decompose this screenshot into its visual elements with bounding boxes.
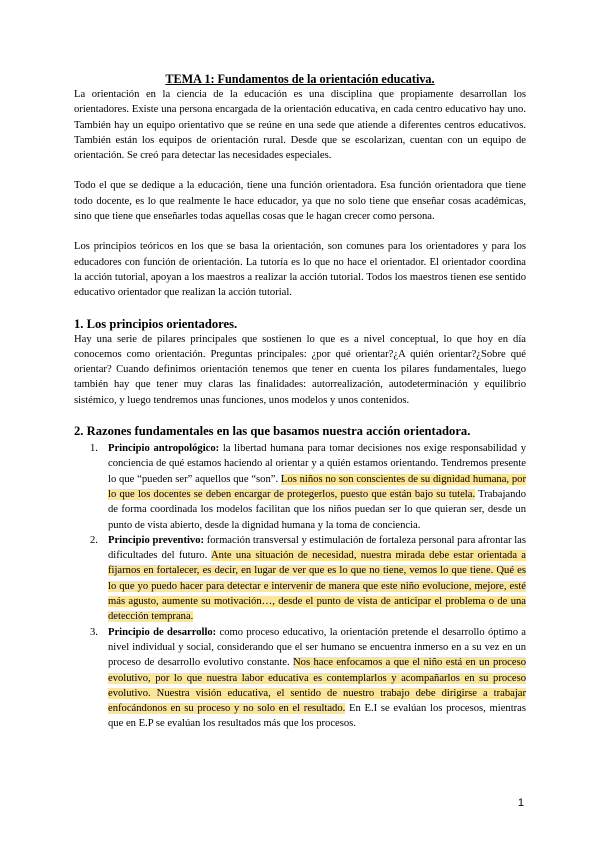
- principle-item-anthropological: [74, 441, 526, 533]
- principle-item-development: [74, 625, 526, 732]
- highlighted-text: Nos hace enfocamos a que el niño está en un proceso evolutivo, por lo que nuestra labor educativa es contemplarlos y acompañarlos en su proceso evolutivo. Nuestra visión educativa, el sentido de nuestro trabajo debe dirigirse a trabajar enfocándonos en su proceso y no solo en el resultado.: [108, 657, 526, 715]
- principles-list: [74, 441, 526, 732]
- principle-text: formación transversal y estimulación de fortaleza personal para afrontar las dificultades del futuro.: [108, 534, 526, 562]
- page-content: [74, 72, 526, 732]
- list-number: 3.: [90, 626, 98, 638]
- list-number: 1.: [90, 443, 98, 455]
- intro-paragraph-3: Los principios teóricos en los que se basa la orientación, son comunes para los orientadores y para los educadores con función de orientación. La tutoría es lo que no hace el orientador. El orientador coordina la acción tutorial, apoyan a los maestros a realizar la acción tutorial. Todos los maestros tienen ese sentido educativo orientador que realizan la acción tutorial.: [74, 241, 526, 299]
- section-2-heading: 2. Razones fundamentales en las que basamos nuestra acción orientadora.: [74, 424, 471, 439]
- page-number: 1: [517, 797, 524, 809]
- list-number: 2.: [90, 534, 98, 546]
- section-1-heading: 1. Los principios orientadores.: [74, 316, 238, 331]
- principle-label: Principio antropológico:: [108, 443, 220, 455]
- intro-paragraph-1: La orientación en la ciencia de la educación es una disciplina que propiamente desarrollan los orientadores. Existe una persona encargada de la orientación educativa, en cada centro educativo hay uno. También hay un equipo orientativo que se reúne en una sede que atiende a diferentes centros educativos. También están los equipos de orientación rural. Desde que se escolarizan, cuentan con un equipo de orientación. Se creó para detectar las necesidades especiales.: [74, 89, 526, 162]
- principle-text-continued: Trabajando de forma coordinada los modelos facilitan que los niños puedan ser lo que quieran ser, desde un punto de vista abierto, desde la dignidad humana y la toma de conciencia.: [108, 488, 526, 531]
- intro-paragraph-2: Todo el que se dedique a la educación, tiene una función orientadora. Esa función orientadora que tiene todo docente, es lo que realmente le hace educador, ya que no solo tiene que enseñar cosas académicas, sino que tiene que enseñarles todas aquellas cosas que le hagan crecer como persona.: [74, 180, 526, 223]
- section-1-text: Hay una serie de pilares principales que sostienen lo que es a nivel conceptual, lo que hoy en día conocemos como orientación. Preguntas principales: ¿por qué orientar?¿A quién orientar?¿Sobre qué orientar? Cuando definimos orientación tenemos que tener en cuenta los pilares fundamentales, luego también hay que tener muy claras las finalidades: autorrealización, autodeterminación y equilibrio sistémico, y luego tendremos unas funciones, unos modelos y unos contenidos.: [74, 333, 526, 406]
- highlighted-text: Los niños no son conscientes de su dignidad humana, por lo que los docentes se deben encargar de protegerlos, puesto que están bajo su tutela.: [108, 473, 526, 500]
- principle-text-continued: En E.I se evalúan los procesos, mientras que en E.P se evalúan los resultados más que los procesos.: [108, 703, 526, 730]
- highlighted-text: Ante una situación de necesidad, nuestra mirada debe estar orientada a fijarnos en fortalecer, es decir, en lugar de ver que es lo que no tiene, vemos lo que tiene. Qué es lo que yo puedo hacer para detectar e intervenir de manera que este niño evolucione, mejore, esté más agusto, aumente su motivación…, desde el punto de vista de anticipar el problema o de una detección temprana.: [108, 550, 526, 623]
- document-title: TEMA 1: Fundamentos de la orientación educativa.: [165, 72, 435, 86]
- principle-label: Principio de desarrollo:: [108, 626, 217, 638]
- principle-item-preventive: [74, 533, 526, 625]
- principle-label: Principio preventivo:: [108, 534, 205, 546]
- principle-text: la libertad humana para tomar decisiones nos exige responsabilidad y conciencia de qué estamos haciendo al orientar y a quién estamos orientando. Tendremos presente lo que “pueden ser” aquellos que “son”.: [108, 443, 526, 485]
- principle-text: como proceso educativo, la orientación pretende el desarrollo óptimo a nivel individual y social, considerando que el ser humano se encuentra inmerso en a su vez en un proceso de desarrollo evolutivo constante.: [108, 626, 526, 669]
